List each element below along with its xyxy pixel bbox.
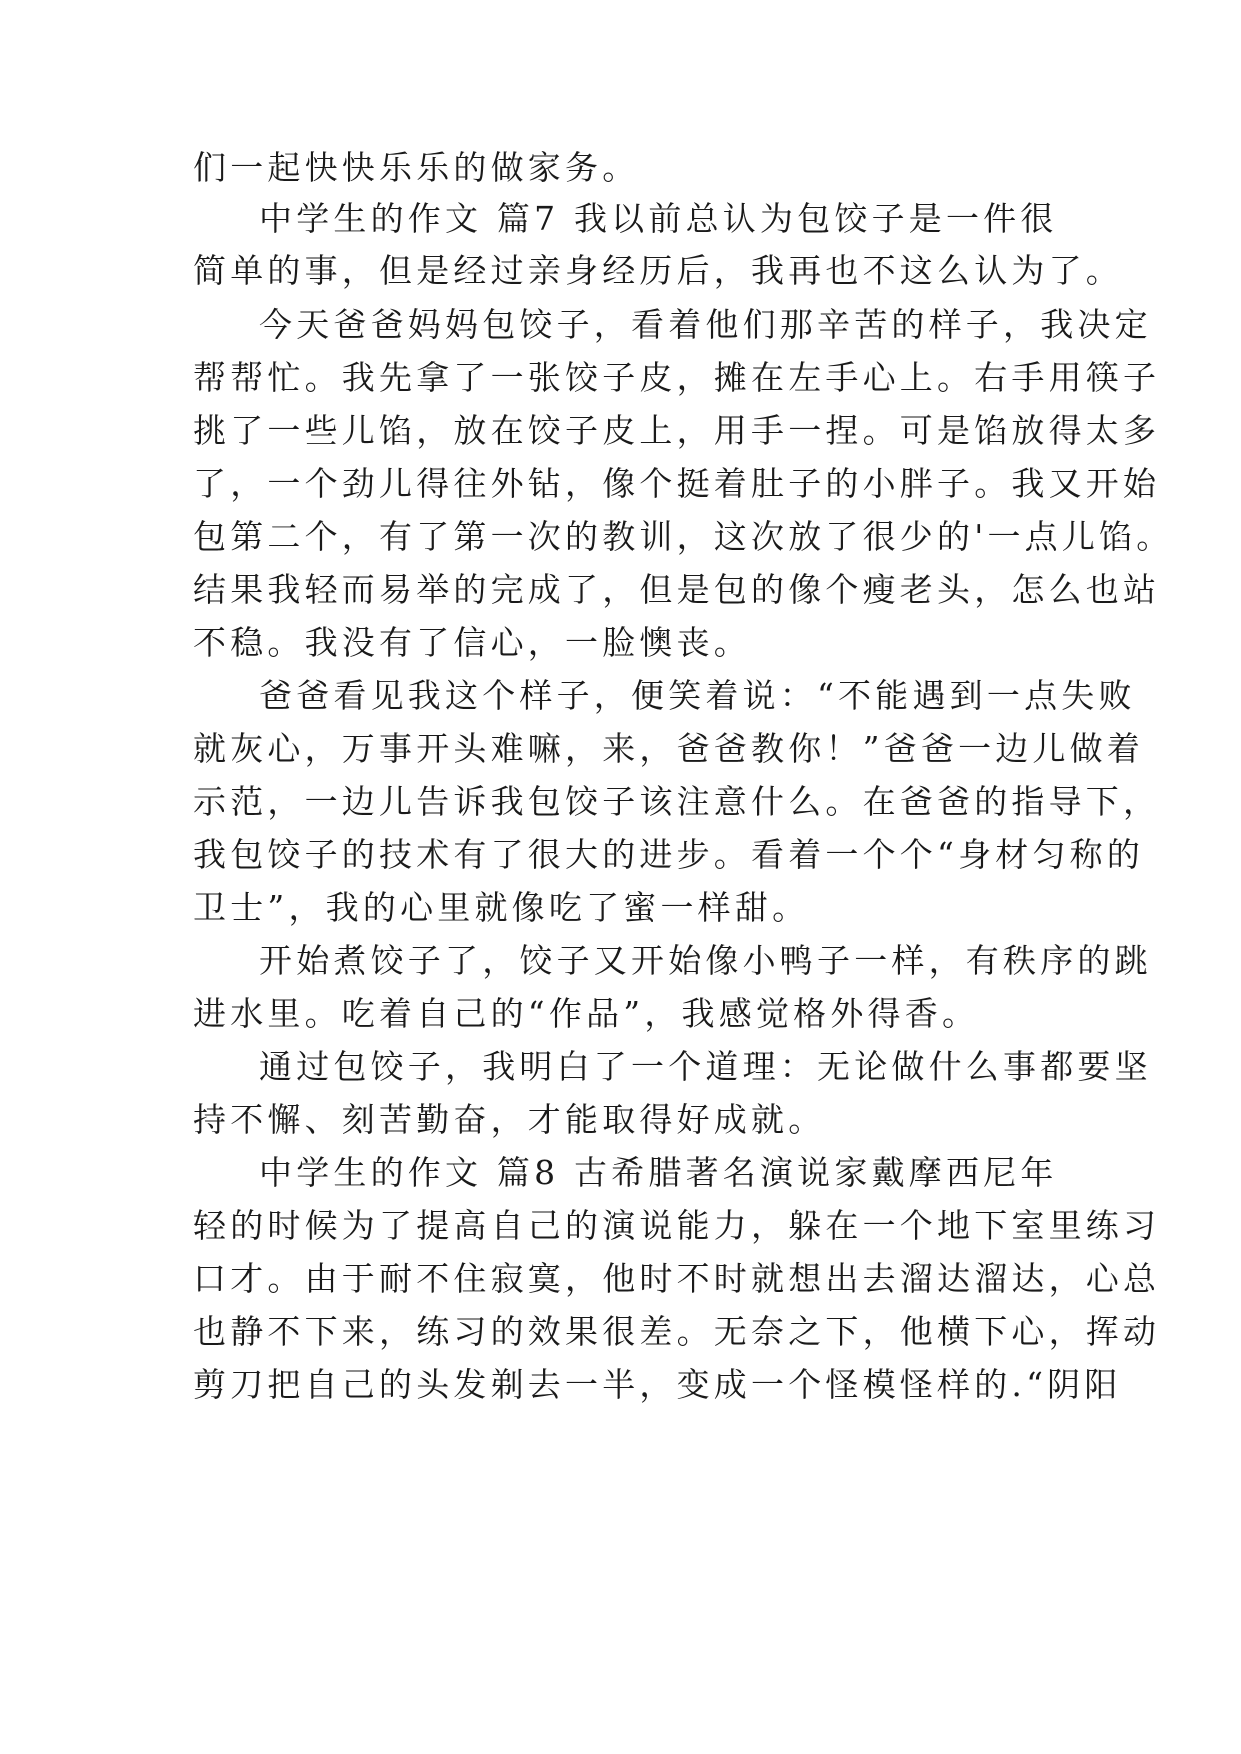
text-line: 简单的事，但是经过亲身经历后，我再也不这么认为了。 <box>193 251 1123 290</box>
text-line: 包第二个，有了第一次的教训，这次放了很少的'一点儿馅。 <box>193 517 1174 556</box>
text-line: 进水里。吃着自己的“作品”，我感觉格外得香。 <box>193 994 980 1033</box>
text-line: 不稳。我没有了信心，一脸懊丧。 <box>193 623 751 662</box>
essay-heading-line: 中学生的作文 篇7 我以前总认为包饺子是一件很 <box>259 199 1058 238</box>
paragraph-start-line: 今天爸爸妈妈包饺子，看着他们那辛苦的样子，我决定 <box>259 305 1152 344</box>
text-line: 示范，一边儿告诉我包饺子该注意什么。在爸爸的指导下， <box>193 782 1161 821</box>
text-line: 卫士”，我的心里就像吃了蜜一样甜。 <box>193 888 810 927</box>
text-line: 持不懈、刻苦勤奋，才能取得好成就。 <box>193 1100 826 1139</box>
essay-heading-line: 中学生的作文 篇8 古希腊著名演说家戴摩西尼年 <box>259 1153 1058 1192</box>
text-line: 也静不下来，练习的效果很差。无奈之下，他横下心，挥动 <box>193 1312 1161 1351</box>
text-line: 帮帮忙。我先拿了一张饺子皮，摊在左手心上。右手用筷子 <box>193 358 1161 397</box>
text-line: 就灰心，万事开头难嘛，来，爸爸教你！”爸爸一边儿做着 <box>193 729 1145 768</box>
text-line: 轻的时候为了提高自己的演说能力，躲在一个地下室里练习 <box>193 1206 1161 1245</box>
text-line: 们一起快快乐乐的做家务。 <box>193 148 640 187</box>
paragraph-start-line: 爸爸看见我这个样子，便笑着说：“不能遇到一点失败 <box>259 676 1136 715</box>
text-line: 挑了一些儿馅，放在饺子皮上，用手一捏。可是馅放得太多 <box>193 411 1161 450</box>
text-line: 剪刀把自己的头发剃去一半，变成一个怪模怪样的.“阴阳 <box>193 1365 1122 1404</box>
text-line: 了，一个劲儿得往外钻，像个挺着肚子的小胖子。我又开始 <box>193 464 1161 503</box>
text-line: 口才。由于耐不住寂寞，他时不时就想出去溜达溜达，心总 <box>193 1259 1161 1298</box>
text-line: 我包饺子的技术有了很大的进步。看着一个个“身材匀称的 <box>193 835 1145 874</box>
text-line: 结果我轻而易举的完成了，但是包的像个瘦老头，怎么也站 <box>193 570 1161 609</box>
paragraph-start-line: 开始煮饺子了，饺子又开始像小鸭子一样，有秩序的跳 <box>259 941 1152 980</box>
paragraph-start-line: 通过包饺子，我明白了一个道理：无论做什么事都要坚 <box>259 1047 1152 1086</box>
